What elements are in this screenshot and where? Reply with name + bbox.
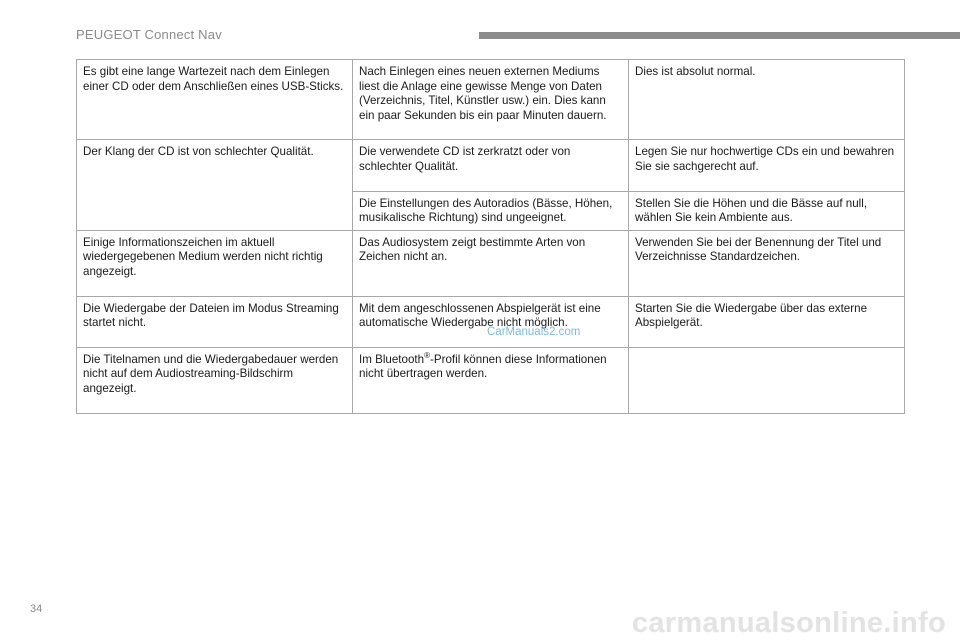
problem-text: Die Wiedergabe der Dateien im Modus Streaming startet nicht. <box>83 301 339 330</box>
registered-mark: ® <box>424 350 430 360</box>
solution-text: Dies ist absolut normal. <box>635 65 756 78</box>
cause-text: Die Einstellungen des Autoradios (Bässe, Höhen, musikalische Richtung) sind ungeeignet. <box>359 196 613 225</box>
solution-cell <box>629 296 905 347</box>
cause-text: Nach Einlegen eines neuen externen Mediums liest die Anlage eine gewisse Menge von Daten (Verzeichnis, Titel, Künstler usw.) ein. Dies kann ein paar Sekunden bis ein paar Minuten dauern. <box>359 65 607 122</box>
header-decoration-bar <box>479 32 960 39</box>
problem-text: Die Titelnamen und die Wiedergabedauer werden nicht auf dem Audiostreaming-Bildschirm angezeigt. <box>83 352 339 395</box>
problem-cell <box>77 60 353 140</box>
cause-text: Mit dem angeschlossenen Abspielgerät ist eine automatische Wiedergabe nicht möglich. <box>359 301 601 330</box>
cause-text: Die verwendete CD ist zerkratzt oder von schlechter Qualität. <box>359 145 571 173</box>
watermark-center: CarManuals2.com <box>487 326 581 338</box>
cause-cell <box>353 60 629 140</box>
solution-text: Starten Sie die Wiedergabe über das externe Abspielgerät. <box>635 301 868 330</box>
solution-text: Legen Sie nur hochwertige CDs ein und bewahren Sie sie sachgerecht auf. <box>635 145 895 173</box>
cause-cell <box>353 347 629 413</box>
problem-text: Der Klang der CD ist von schlechter Qualität. <box>83 145 314 159</box>
problem-text: Einige Informationszeichen im aktuell wiedergegebenen Medium werden nicht richtig angezeigt. <box>83 235 323 278</box>
problem-cell <box>77 230 353 296</box>
document-header-title: PEUGEOT Connect Nav <box>76 27 222 42</box>
cause-cell <box>353 191 629 230</box>
problem-cell <box>77 347 353 413</box>
table-row <box>77 347 905 413</box>
cause-text-part: -Profil können diese Informationen nicht übertragen werden. <box>359 352 607 381</box>
solution-cell <box>629 140 905 191</box>
page-number: 34 <box>30 603 43 615</box>
problem-cell <box>77 296 353 347</box>
problem-text: Es gibt eine lange Wartezeit nach dem Einlegen einer CD oder dem Anschließen eines USB-Sticks. <box>83 65 344 93</box>
cause-cell <box>353 230 629 296</box>
cause-cell <box>353 140 629 191</box>
troubleshooting-table-container <box>76 59 904 414</box>
cause-text-part: Im Bluetooth <box>359 352 425 366</box>
table-row <box>77 296 905 347</box>
cause-text <box>359 350 622 382</box>
watermark-bottom: carmanualsonline.info <box>631 607 946 639</box>
table-row <box>77 230 905 296</box>
table-row <box>77 60 905 140</box>
solution-cell <box>629 230 905 296</box>
solution-text: Verwenden Sie bei der Benennung der Titel und Verzeichnisse Standardzeichen. <box>635 235 882 264</box>
problem-cell <box>77 140 353 230</box>
solution-cell <box>629 60 905 140</box>
solution-text: Stellen Sie die Höhen und die Bässe auf null, wählen Sie kein Ambiente aus. <box>635 196 868 225</box>
cause-text: Das Audiosystem zeigt bestimmte Arten von Zeichen nicht an. <box>359 235 586 264</box>
solution-cell <box>629 191 905 230</box>
table-row <box>77 140 905 191</box>
troubleshooting-table <box>76 59 905 414</box>
solution-cell <box>629 347 905 413</box>
cause-cell <box>353 296 629 347</box>
